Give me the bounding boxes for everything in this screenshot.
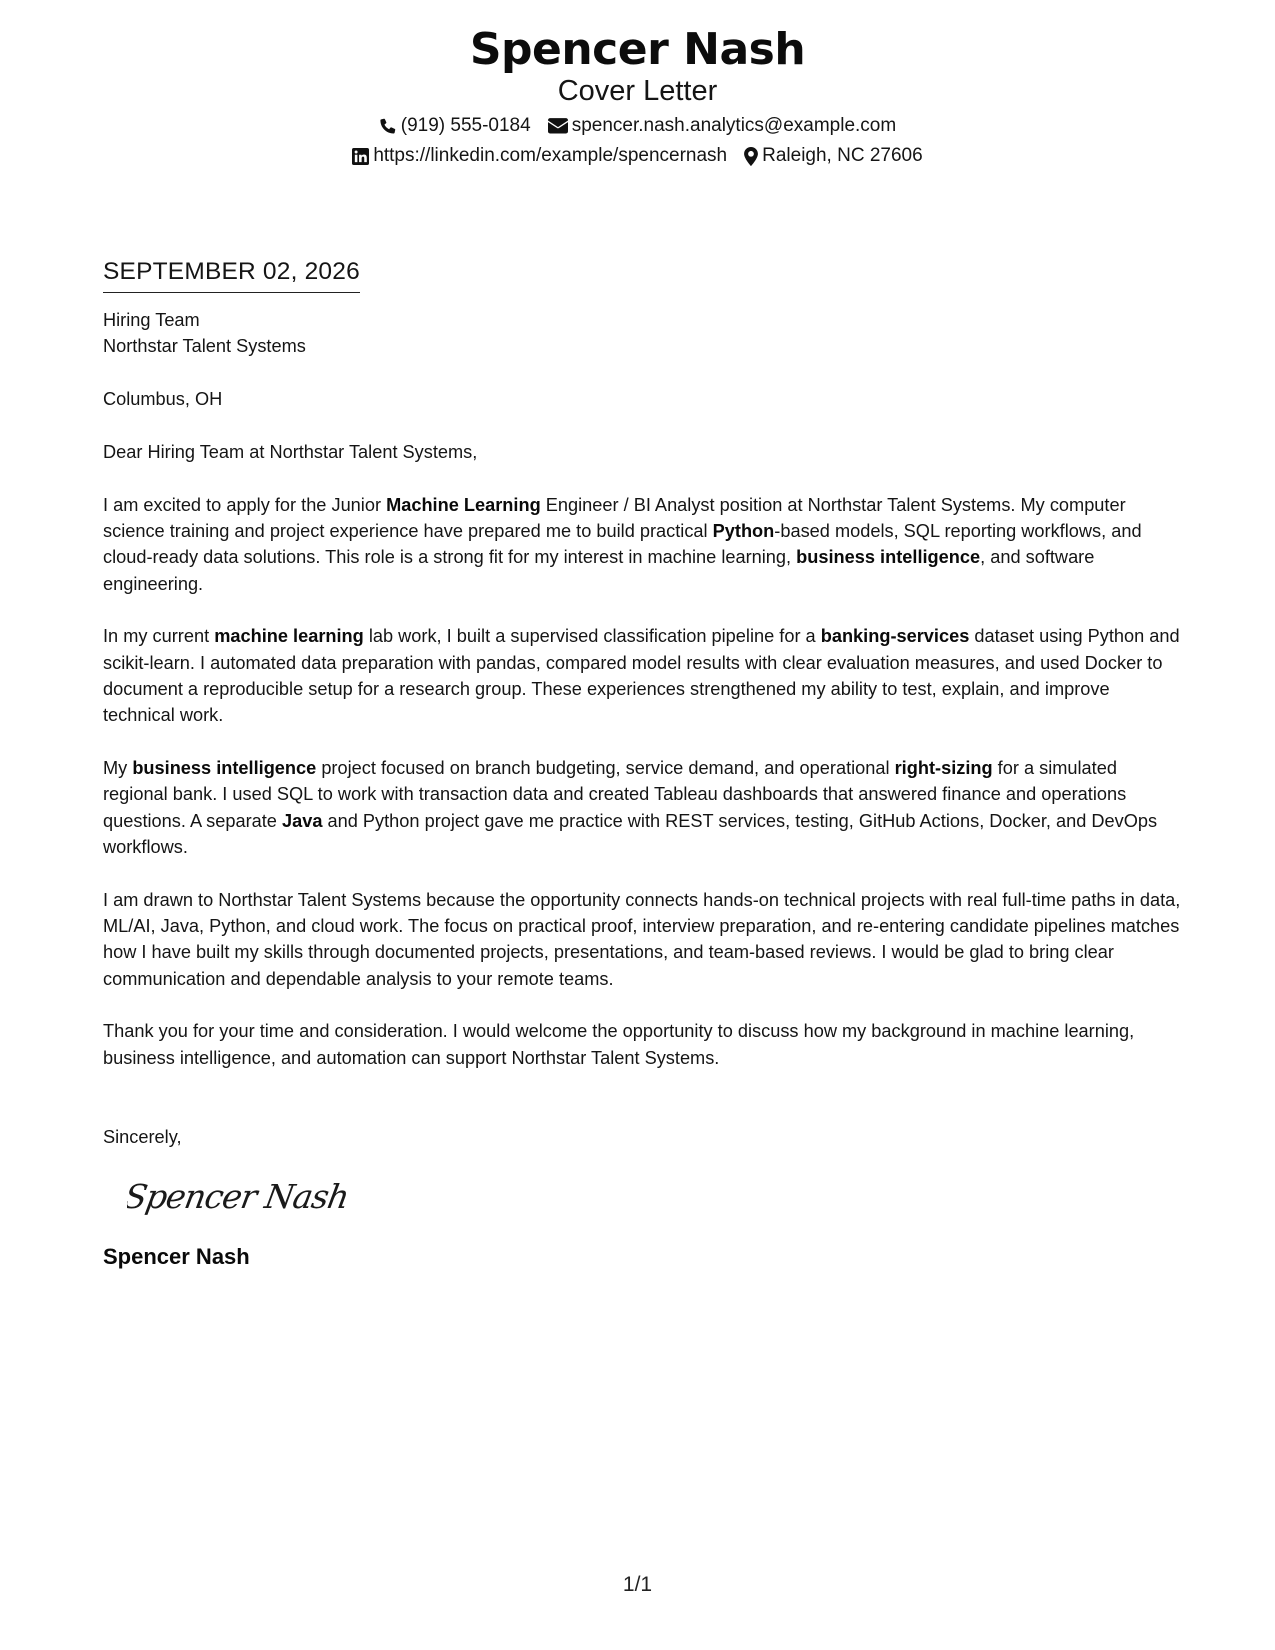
- contact-linkedin[interactable]: [352, 141, 727, 171]
- emphasized-term: Python: [712, 521, 775, 542]
- phone-icon: [379, 117, 397, 135]
- recipient-city: Columbus, OH: [103, 388, 223, 409]
- paragraph-text: for a simulated regional bank. I used SQL to work with transaction data and created Tableau dashboards that answered finance and operations questions. A separate: [103, 757, 1127, 831]
- paragraph-text: -based models, SQL reporting workflows, and cloud-ready data solutions. This role is a strong fit for my interest in machine learning,: [103, 521, 1142, 568]
- linkedin-url[interactable]: https://linkedin.com/example/spencernash: [373, 145, 728, 166]
- paragraph-text: project focused on branch budgeting, service demand, and operational: [316, 757, 895, 778]
- letter-paragraph: [103, 755, 1183, 861]
- paragraph-text: and Python project gave me practice with REST services, testing, GitHub Actions, Docker, and DevOps workflows.: [103, 810, 1158, 858]
- page-number: 1/1: [622, 1573, 653, 1596]
- document-type: Cover Letter: [557, 75, 718, 107]
- contact-phone: [379, 111, 531, 141]
- letter-paragraph: [103, 887, 1183, 993]
- paragraph-text: In my current: [103, 626, 215, 647]
- location-text: Raleigh, NC 27606: [762, 145, 923, 166]
- letter-date: SEPTEMBER 02, 2026: [103, 254, 360, 293]
- applicant-name: Spencer Nash: [469, 24, 806, 75]
- paragraph-text: lab work, I built a supervised classification pipeline for a: [363, 626, 821, 647]
- phone-number: (919) 555-0184: [400, 115, 531, 136]
- paragraph-text: I am drawn to Northstar Talent Systems because the opportunity connects hands-on technical projects with real full-time paths in data, ML/AI, Java, Python, and cloud work. The focus on practical proof, interview preparation, and re-entering candidate pipelines matches how I have built my skills through documented projects, presentations, and team-based reviews. I would be glad to bring clear communication and dependable analysis to your remote teams.: [103, 889, 1181, 989]
- map-marker-icon: [744, 147, 758, 166]
- contact-row-secondary: [0, 141, 1275, 171]
- recipient-company: Northstar Talent Systems: [103, 336, 306, 357]
- emphasized-term: Java: [281, 810, 323, 831]
- contact-email[interactable]: [548, 111, 897, 141]
- letter-paragraph: [103, 623, 1183, 729]
- contact-row-primary: [0, 111, 1275, 141]
- svg-text:Spencer Nash: Spencer Nash: [127, 1177, 347, 1217]
- recipient-block: [103, 307, 1183, 360]
- closing: Sincerely,: [103, 1126, 182, 1147]
- letter-header: [0, 22, 1275, 171]
- paragraph-text: My: [103, 757, 133, 778]
- paragraph-text: dataset using Python and scikit-learn. I automated data preparation with pandas, compared model results with clear evaluation measures, and used Docker to document a reproducible setup for a research group. These experiences strengthened my ability to test, explain, and improve technical work.: [103, 626, 1180, 726]
- emphasized-term: right-sizing: [894, 757, 993, 778]
- emphasized-term: business intelligence: [796, 547, 981, 568]
- emphasized-term: banking-services: [820, 626, 970, 647]
- letter-body: [103, 254, 1183, 1272]
- paragraph-text: Thank you for your time and consideration. I would welcome the opportunity to discuss how my background in machine learning, business intelligence, and automation can support Northstar Talent Systems.: [103, 1021, 1135, 1068]
- letter-paragraph: [103, 1018, 1183, 1071]
- contact-location: [744, 141, 923, 171]
- letter-paragraphs: [103, 492, 1183, 1071]
- emphasized-term: business intelligence: [132, 757, 317, 778]
- recipient-line: Hiring Team: [103, 310, 200, 330]
- paragraph-text: Engineer / BI Analyst position at Northstar Talent Systems. My computer science training and project experience have prepared me to build practical: [103, 494, 1126, 542]
- letter-paragraph: [103, 492, 1183, 598]
- email-address[interactable]: spencer.nash.analytics@example.com: [571, 115, 897, 136]
- emphasized-term: Machine Learning: [386, 494, 541, 515]
- salutation: Dear Hiring Team at Northstar Talent Systems,: [103, 442, 478, 463]
- emphasized-term: machine learning: [214, 626, 364, 647]
- paragraph-text: I am excited to apply for the Junior: [103, 494, 387, 515]
- envelope-icon: [548, 118, 568, 134]
- linkedin-icon: [352, 148, 369, 165]
- handwritten-signature: [127, 1172, 347, 1224]
- signed-name: Spencer Nash: [103, 1244, 250, 1270]
- paragraph-text: , and software engineering.: [103, 547, 1095, 594]
